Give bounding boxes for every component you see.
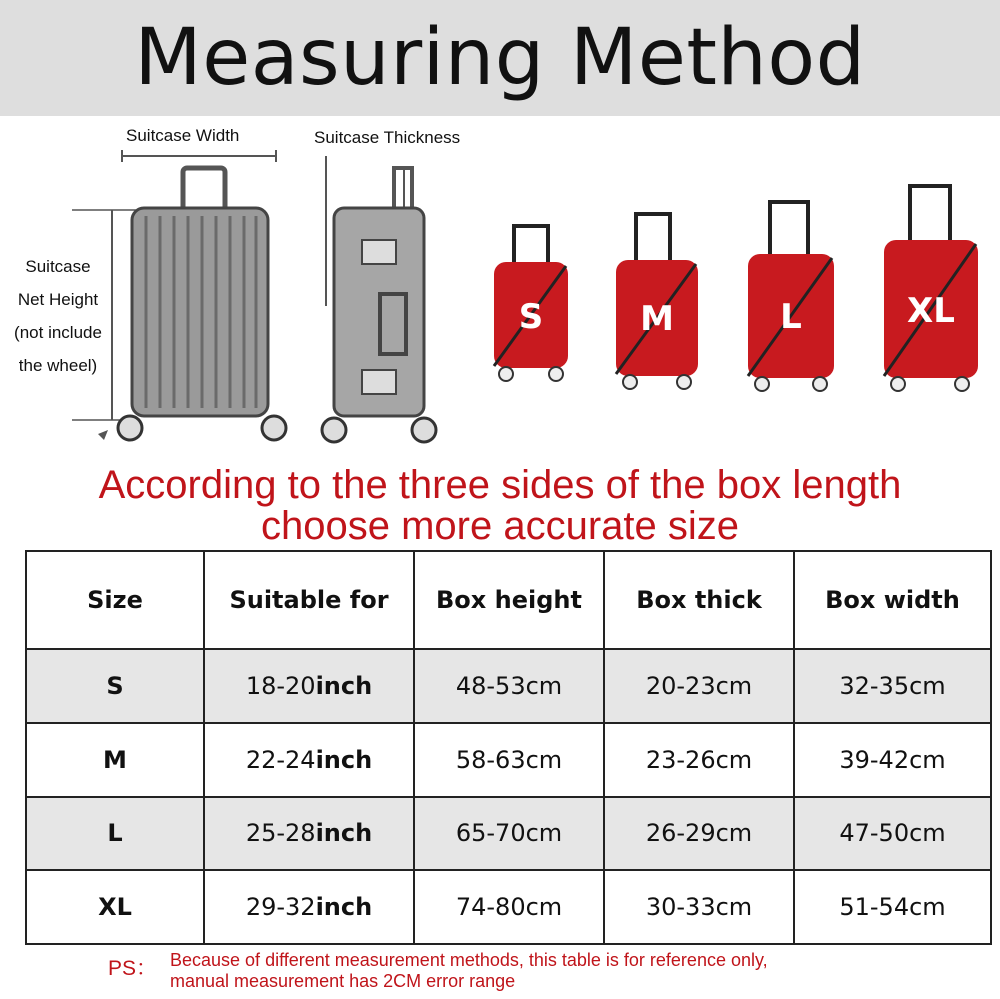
suitable-number: 29-32	[245, 893, 316, 922]
footnote-line-1: Because of different measurement methods, this table is for reference only,	[170, 950, 768, 970]
suitable-cell	[204, 723, 414, 797]
box-thick-cell: 26-29cm	[604, 797, 794, 871]
badge-s: S	[518, 297, 544, 337]
box-height-cell: 65-70cm	[414, 797, 604, 871]
net-height-line-4: the wheel)	[18, 356, 98, 375]
notice-line-1: According to the three sides of the box length	[98, 463, 902, 507]
header-box-width: Box width	[794, 551, 991, 649]
table-header-row	[26, 551, 991, 649]
footnote-text	[170, 950, 970, 992]
side-suitcase-image	[322, 168, 436, 442]
size-table	[25, 550, 992, 945]
size-cell: L	[26, 797, 204, 871]
box-width-cell: 47-50cm	[794, 797, 991, 871]
suitable-unit: inch	[315, 893, 373, 922]
front-suitcase-image	[118, 168, 286, 440]
box-thick-cell: 30-33cm	[604, 870, 794, 944]
suitcase-thickness-label: Suitcase Thickness	[314, 128, 461, 147]
suitable-unit: inch	[315, 745, 373, 774]
net-height-line-2: Net Height	[17, 290, 99, 309]
suitable-cell	[204, 649, 414, 723]
cover-xl-image	[884, 186, 978, 391]
table-row	[26, 649, 991, 723]
size-cell: S	[26, 649, 204, 723]
header-suitable-for: Suitable for	[204, 551, 414, 649]
box-height-cell: 58-63cm	[414, 723, 604, 797]
box-width-cell: 51-54cm	[794, 870, 991, 944]
size-cell: M	[26, 723, 204, 797]
page-title: Measuring Method	[134, 13, 866, 103]
title-banner	[0, 0, 1000, 116]
suitable-number: 25-28	[245, 819, 316, 848]
box-height-cell: 74-80cm	[414, 870, 604, 944]
size-cell: XL	[26, 870, 204, 944]
suitcase-width-label: Suitcase Width	[126, 126, 240, 145]
notice-line-2: choose more accurate size	[260, 504, 739, 548]
suitcase-illustrations	[0, 116, 1000, 456]
badge-m: M	[640, 299, 674, 339]
suitable-unit: inch	[315, 671, 373, 700]
header-box-thick: Box thick	[604, 551, 794, 649]
badge-l: L	[780, 297, 802, 337]
box-thick-cell: 20-23cm	[604, 649, 794, 723]
measuring-diagram	[0, 116, 1000, 456]
suitable-unit: inch	[315, 819, 373, 848]
suitable-number: 18-20	[245, 671, 316, 700]
header-box-height: Box height	[414, 551, 604, 649]
net-height-line-3: (not include	[14, 323, 102, 342]
box-thick-cell: 23-26cm	[604, 723, 794, 797]
table-row	[26, 797, 991, 871]
suitable-cell	[204, 870, 414, 944]
box-height-cell: 48-53cm	[414, 649, 604, 723]
box-width-cell: 32-35cm	[794, 649, 991, 723]
box-width-cell: 39-42cm	[794, 723, 991, 797]
footnote-prefix: PS：	[108, 957, 158, 980]
net-height-line-1: Suitcase	[25, 257, 91, 276]
badge-xl: XL	[907, 291, 955, 331]
table-row	[26, 870, 991, 944]
footnote-line-2: manual measurement has 2CM error range	[170, 971, 516, 991]
suitable-cell	[204, 797, 414, 871]
table-row	[26, 723, 991, 797]
header-size: Size	[26, 551, 204, 649]
suitable-number: 22-24	[245, 745, 316, 774]
